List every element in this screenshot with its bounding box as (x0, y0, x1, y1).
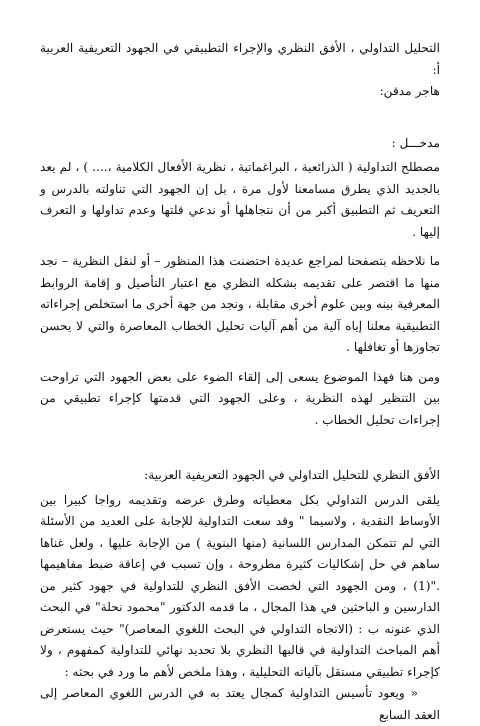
intro-heading: مدخـــل : (391, 135, 440, 150)
section-paragraph-1: يلقى الدرس التداولي بكل معطياته وطرق عرضه وتقديمه رواجا كبيرا بين الأوساط النقدية ، ولاسيما " وقد سعت التداولية للإجابة على العديد من الأسئلة التي لم تتمكن المدارس اللسانية (منها البنوية ) من الإجابة عليها ، ولعل غناها ساهم في حل إشكاليات كثيرة مطروحة ، وإن تسبب في إعاقة ضبط مفاهيمها ."(1) ، ومن الجهود التي لخصت الأفق النظري للتداولية في جهود كثير من الدارسين و الباحثين في هذا المجال ، ما قدمه الدكتور "محمود نحلة" في البحث الذي عنونه ب : (الاتجاه التداولي في البحث اللغوي المعاصر)" حيث يستعرض أهم المباحث التداولية في قالبها النظري بلا تحديد نهائي للتداولية كمفهوم ، ولا كإجراء تطبيقي مستقل بآلياته التحليلية ، وهذا ملخص لأهم ما ورد في بحثه : (40, 492, 440, 679)
document-title: التحليل التداولي ، الأفق النظري والإجراء التطبيقي في الجهود التعريفية العربية أ: (40, 41, 440, 77)
intro-paragraph-3: ومن هنا فهذا الموضوع يسعى إلى إلقاء الضوء على بعض الجهود التي تراوحت بين التنظير لهذه النظرية ، وعلى الجهود التي قدمتها كإجراء تطبيقي من إجراءات تحليل الخطاب . (40, 369, 440, 427)
intro-paragraph-1: مصطلح التداولية ( الذرائعية ، البراغماتية ، نظرية الأفعال الكلامية ،.... ) ، لم يعد بالجديد الذي يطرق مسامعنا لأول مرة ، بل إن الجهود التي تناولته بالدرس و التعريف ثم التطبيق أكبر من أن نتجاهلها أو ندعي قلتها وعدم تداولها و التعرف إليها . (40, 160, 440, 239)
quote-paragraph: « ويعود تأسيس التداولية كمجال يعتد به في الدرس اللغوي المعاصر إلى العقد السابع (40, 686, 440, 722)
author-name: هاجر مدقن: (379, 84, 440, 98)
section-heading: الأفق النظري للتحليل التداولي في الجهود التعريفية العربية: (144, 468, 440, 482)
intro-paragraph-2: ما نلاحظه بتصفحنا لمراجع عديدة احتضنت هذا المنظور – أو لنقل النظرية – نجد منها ما اقتصر على تقديمه بشكله النظري مع اعتبار التأصيل و إقامة الروابط المعرفية بينه وبين علوم أخرى مقابلة ، ونجد من جهة أخرى ما استخلص إجراءاته التطبيقية معلنا إياه آلية من أهم آليات تحليل الخطاب المعاصرة والتي لا يحسن تجاوزها أو تغافلها . (40, 254, 440, 354)
